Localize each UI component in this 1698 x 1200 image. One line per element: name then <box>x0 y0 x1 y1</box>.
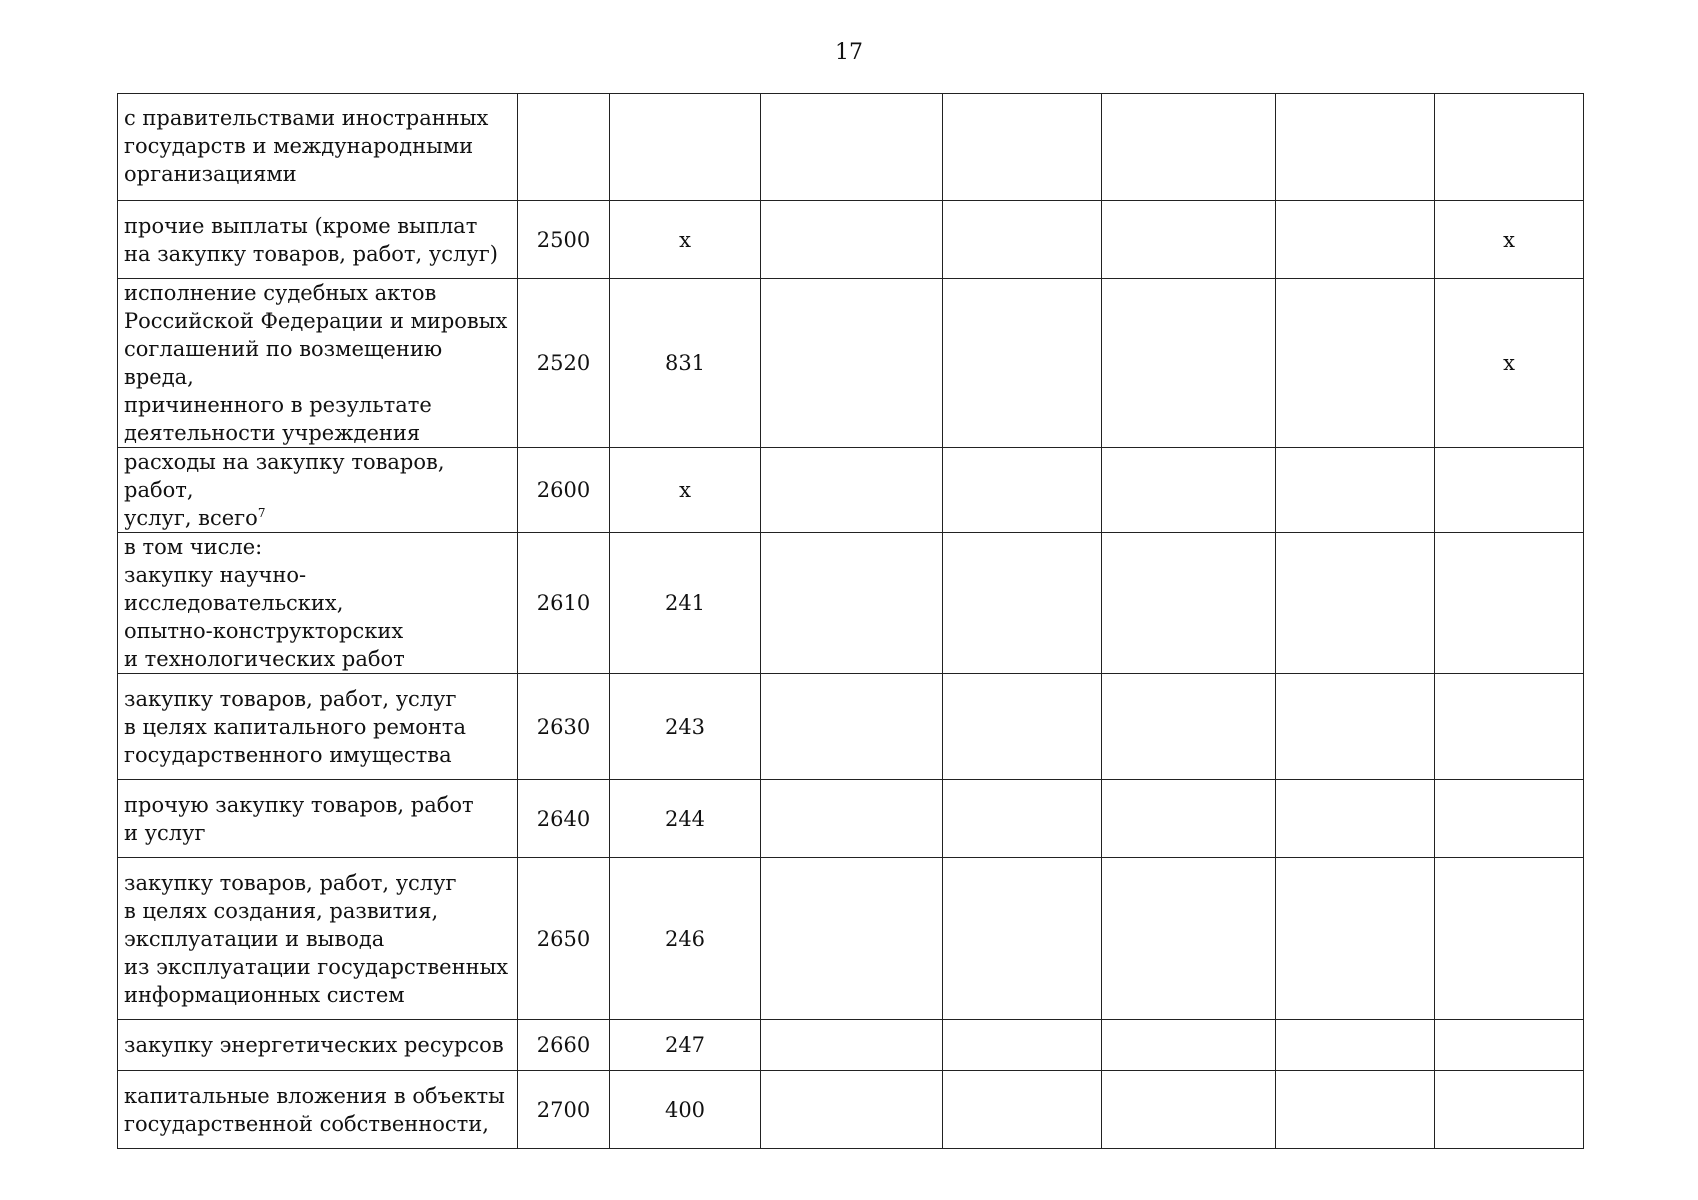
value-cell <box>761 201 943 279</box>
value-cell <box>1102 674 1276 780</box>
value-cell <box>1435 533 1584 674</box>
value-cell <box>761 1071 943 1149</box>
row-label-text: прочие выплаты (кроме выплат на закупку товаров, работ, услуг) <box>124 213 498 266</box>
value-cell <box>1435 858 1584 1020</box>
row-label <box>118 858 518 1020</box>
value-cell <box>943 533 1102 674</box>
table-row <box>118 1071 1584 1149</box>
value-cell <box>1276 94 1435 201</box>
row-label <box>118 1020 518 1071</box>
value-cell <box>1435 1020 1584 1071</box>
row-label-text: исполнение судебных актов Российской Федерации и мировых соглашений по возмещению вреда, причиненного в результате деятельности учреждения <box>124 281 508 445</box>
budget-table <box>117 93 1584 1149</box>
table-row <box>118 201 1584 279</box>
row-label-text: закупку товаров, работ, услуг в целях капитального ремонта государственного имущества <box>124 686 467 767</box>
table-row <box>118 780 1584 858</box>
row-label <box>118 1071 518 1149</box>
table-row <box>118 858 1584 1020</box>
row-label-text: закупку энергетических ресурсов <box>124 1033 504 1057</box>
budget-table-body <box>118 94 1584 1149</box>
value-cell <box>943 448 1102 533</box>
row-kbk-code: 244 <box>610 780 761 858</box>
value-cell <box>943 201 1102 279</box>
row-code: 2640 <box>518 780 610 858</box>
row-label <box>118 201 518 279</box>
value-cell <box>1102 201 1276 279</box>
value-cell <box>1435 448 1584 533</box>
row-code: 2660 <box>518 1020 610 1071</box>
value-cell <box>1102 533 1276 674</box>
row-label <box>118 279 518 448</box>
table-row <box>118 1020 1584 1071</box>
value-cell <box>1276 858 1435 1020</box>
value-cell <box>761 279 943 448</box>
value-cell <box>761 94 943 201</box>
row-label-text: в том числе: закупку научно-исследовательских, опытно-конструкторских и технологических работ <box>124 535 405 671</box>
value-cell <box>1276 1071 1435 1149</box>
value-cell <box>761 780 943 858</box>
value-cell <box>943 94 1102 201</box>
value-cell <box>761 858 943 1020</box>
value-cell <box>1435 1071 1584 1149</box>
row-code: 2630 <box>518 674 610 780</box>
row-code: 2650 <box>518 858 610 1020</box>
value-cell <box>1276 780 1435 858</box>
value-cell <box>943 1020 1102 1071</box>
value-cell <box>761 448 943 533</box>
row-code: 2610 <box>518 533 610 674</box>
table-row <box>118 279 1584 448</box>
value-cell <box>1435 94 1584 201</box>
value-cell <box>1435 674 1584 780</box>
table-row <box>118 533 1584 674</box>
value-cell <box>761 533 943 674</box>
value-cell <box>761 674 943 780</box>
table-row <box>118 674 1584 780</box>
row-label-text: капитальные вложения в объекты государственной собственности, <box>124 1083 505 1136</box>
value-cell <box>1102 279 1276 448</box>
row-label <box>118 533 518 674</box>
value-cell <box>1276 674 1435 780</box>
value-cell <box>1102 858 1276 1020</box>
value-cell <box>1102 1071 1276 1149</box>
row-label-text: расходы на закупку товаров, работ, услуг, всего <box>124 450 445 530</box>
value-cell <box>1276 1020 1435 1071</box>
row-code: 2500 <box>518 201 610 279</box>
row-kbk-code: 246 <box>610 858 761 1020</box>
row-label <box>118 94 518 201</box>
row-kbk-code <box>610 94 761 201</box>
row-code: 2520 <box>518 279 610 448</box>
table-row <box>118 448 1584 533</box>
row-kbk-code: 247 <box>610 1020 761 1071</box>
row-kbk-code: х <box>610 448 761 533</box>
row-code: 2600 <box>518 448 610 533</box>
value-cell <box>943 1071 1102 1149</box>
row-kbk-code: 241 <box>610 533 761 674</box>
row-label <box>118 674 518 780</box>
value-cell: х <box>1435 279 1584 448</box>
row-label-text: с правительствами иностранных государств и международными организациями <box>124 106 489 186</box>
value-cell <box>1102 448 1276 533</box>
value-cell <box>1276 448 1435 533</box>
value-cell <box>1435 780 1584 858</box>
value-cell <box>1102 1020 1276 1071</box>
value-cell <box>1102 94 1276 201</box>
row-label-text: прочую закупку товаров, работ и услуг <box>124 792 474 845</box>
row-code: 2700 <box>518 1071 610 1149</box>
value-cell <box>1102 780 1276 858</box>
row-label-text: закупку товаров, работ, услуг в целях создания, развития, эксплуатации и вывода из эксплуатации государственных информационных систем <box>124 870 509 1007</box>
row-kbk-code: 400 <box>610 1071 761 1149</box>
row-kbk-code: х <box>610 201 761 279</box>
value-cell: х <box>1435 201 1584 279</box>
row-label <box>118 780 518 858</box>
value-cell <box>943 780 1102 858</box>
value-cell <box>761 1020 943 1071</box>
row-label <box>118 448 518 533</box>
value-cell <box>1276 533 1435 674</box>
footnote-mark: 7 <box>257 506 266 520</box>
row-kbk-code: 243 <box>610 674 761 780</box>
page-number: 17 <box>835 40 863 65</box>
value-cell <box>943 858 1102 1020</box>
value-cell <box>943 279 1102 448</box>
value-cell <box>1276 201 1435 279</box>
value-cell <box>943 674 1102 780</box>
row-kbk-code: 831 <box>610 279 761 448</box>
table-row <box>118 94 1584 201</box>
row-code <box>518 94 610 201</box>
value-cell <box>1276 279 1435 448</box>
